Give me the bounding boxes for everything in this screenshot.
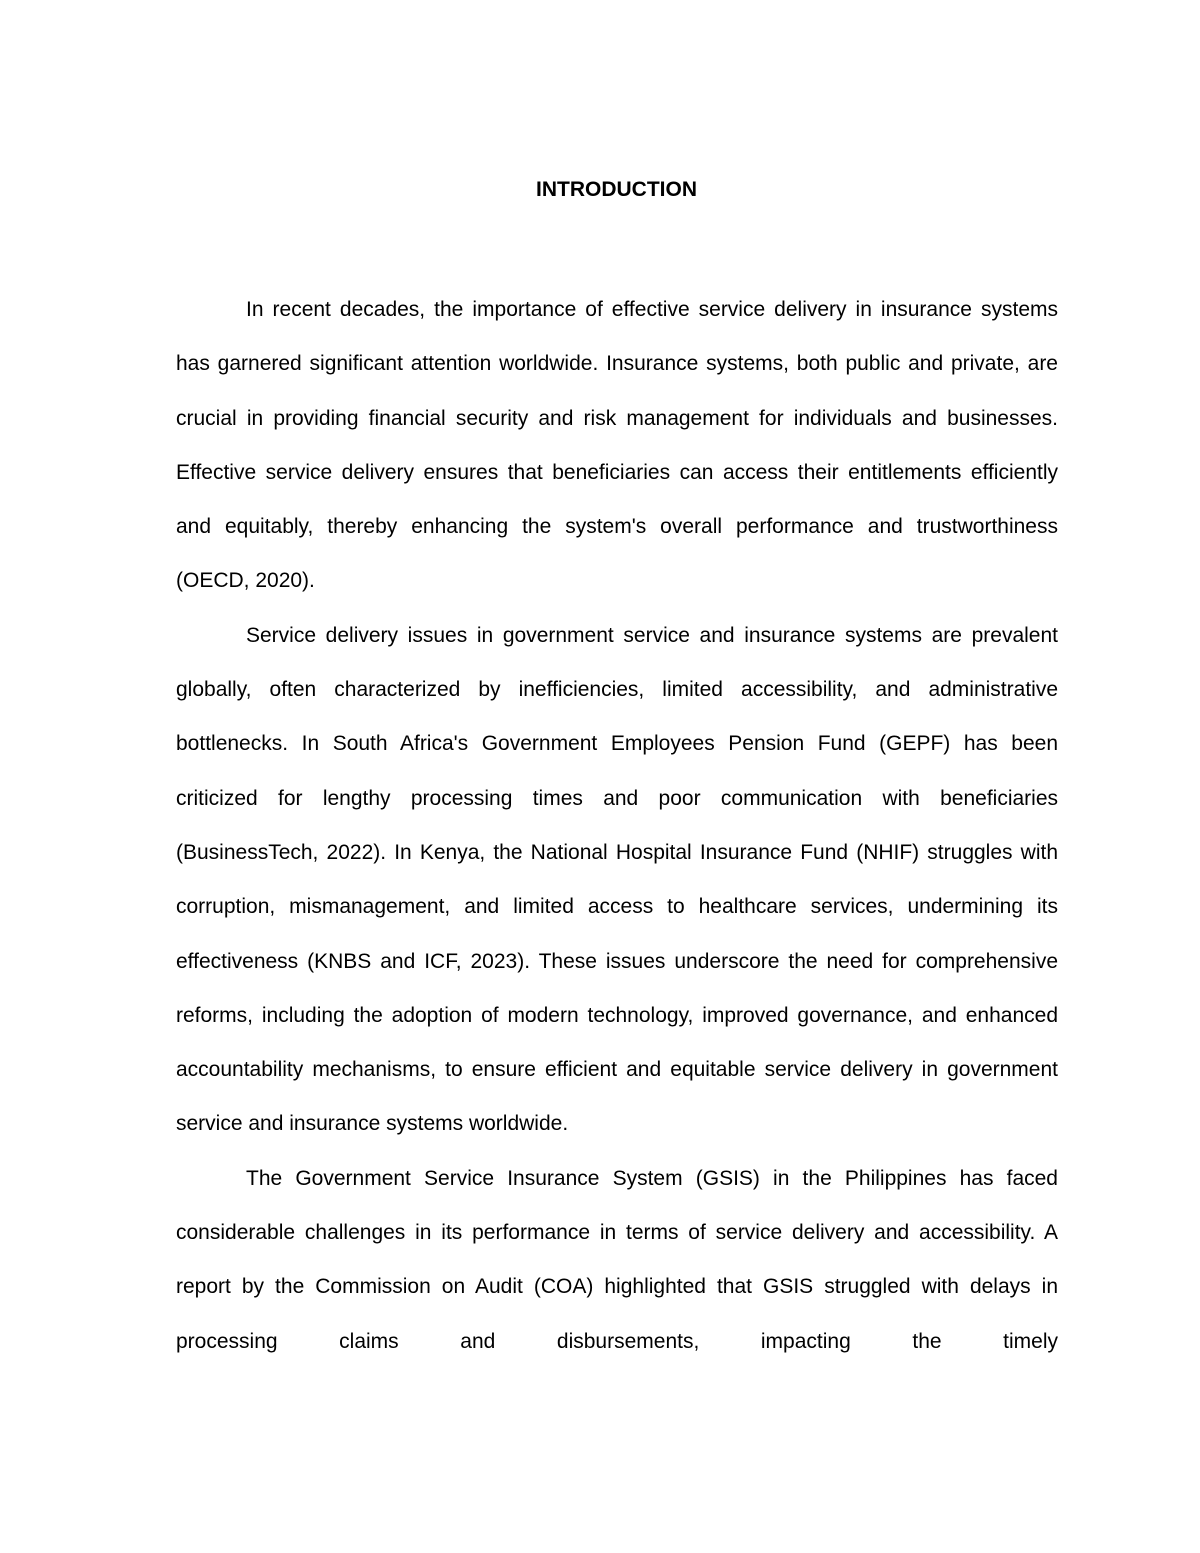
body-text xyxy=(176,283,1058,1369)
paragraph-2: Service delivery issues in government service and insurance systems are prevalent globally, often characterized by inefficiencies, limited accessibility, and administrative bottlenecks. In South Africa's Government Employees Pension Fund (GEPF) has been criticized for lengthy processing times and poor communication with beneficiaries (BusinessTech, 2022). In Kenya, the National Hospital Insurance Fund (NHIF) struggles with corruption, mismanagement, and limited access to healthcare services, undermining its effectiveness (KNBS and ICF, 2023). These issues underscore the need for comprehensive reforms, including the adoption of modern technology, improved governance, and enhanced accountability mechanisms, to ensure efficient and equitable service delivery in government service and insurance systems worldwide. xyxy=(176,623,1058,1136)
paragraph-3: The Government Service Insurance System (GSIS) in the Philippines has faced considerable challenges in its performance in terms of service delivery and accessibility. A report by the Commission on Audit (COA) highlighted that GSIS struggled with delays in processing claims and disbursements, impacting the timely xyxy=(176,1166,1058,1353)
paragraph-1: In recent decades, the importance of effective service delivery in insurance systems has garnered significant attention worldwide. Insurance systems, both public and private, are crucial in providing financial security and risk management for individuals and businesses. Effective service delivery ensures that beneficiaries can access their entitlements efficiently and equitably, thereby enhancing the system's overall performance and trustworthiness (OECD, 2020). xyxy=(176,298,1058,593)
page-title: INTRODUCTION xyxy=(536,178,697,201)
